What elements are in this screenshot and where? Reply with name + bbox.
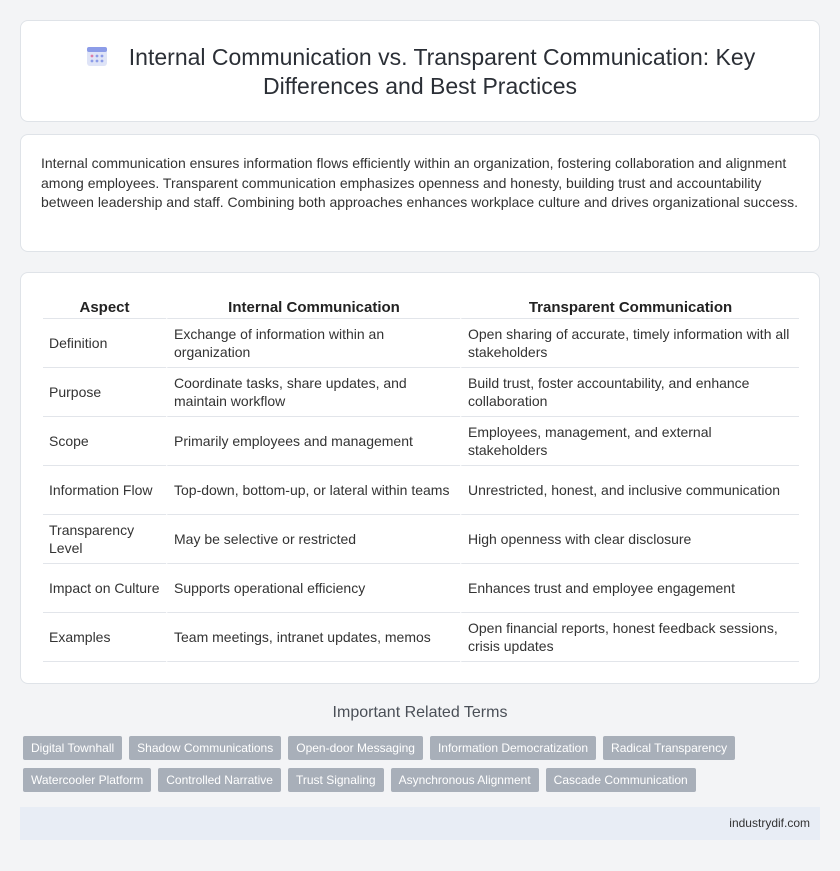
- table-header-row: [43, 295, 799, 319]
- table-row: [43, 515, 799, 564]
- internal-cell: May be selective or restricted: [166, 515, 460, 564]
- tag-controlled-narrative[interactable]: Controlled Narrative: [158, 768, 281, 792]
- header-aspect: Aspect: [43, 295, 166, 319]
- footer: [20, 807, 820, 840]
- intro-text: Internal communication ensures information flows efficiently within an organization, fostering collaboration and alignment among employees. Transparent communication emphasizes openness and honesty, building trust and accountability between leadership and staff. Combining both approaches enhances workplace culture and drives organizational success.: [41, 155, 798, 210]
- tag-watercooler-platform[interactable]: Watercooler Platform: [23, 768, 151, 792]
- internal-cell: Top-down, bottom-up, or lateral within teams: [166, 466, 460, 515]
- aspect-cell: Examples: [43, 613, 166, 662]
- internal-cell: Coordinate tasks, share updates, and maintain workflow: [166, 368, 460, 417]
- transparent-cell: High openness with clear disclosure: [460, 515, 799, 564]
- tag-shadow-communications[interactable]: Shadow Communications: [129, 736, 281, 760]
- aspect-cell: Purpose: [43, 368, 166, 417]
- table-row: [43, 319, 799, 368]
- tag-information-democratization[interactable]: Information Democratization: [430, 736, 596, 760]
- table-row: [43, 613, 799, 662]
- header-internal: Internal Communication: [166, 295, 460, 319]
- transparent-cell: Unrestricted, honest, and inclusive communication: [460, 466, 799, 515]
- tag-digital-townhall[interactable]: Digital Townhall: [23, 736, 122, 760]
- footer-site-link[interactable]: industrydif.com: [729, 816, 810, 830]
- table-row: [43, 466, 799, 515]
- header-transparent: Transparent Communication: [460, 295, 799, 319]
- internal-cell: Supports operational efficiency: [166, 564, 460, 613]
- internal-cell: Primarily employees and management: [166, 417, 460, 466]
- aspect-cell: Information Flow: [43, 466, 166, 515]
- title-card: [20, 20, 820, 122]
- internal-cell: Team meetings, intranet updates, memos: [166, 613, 460, 662]
- tag-asynchronous-alignment[interactable]: Asynchronous Alignment: [391, 768, 539, 792]
- transparent-cell: Employees, management, and external stakeholders: [460, 417, 799, 466]
- transparent-cell: Open financial reports, honest feedback sessions, crisis updates: [460, 613, 799, 662]
- aspect-cell: Transparency Level: [43, 515, 166, 564]
- tag-radical-transparency[interactable]: Radical Transparency: [603, 736, 735, 760]
- table-row: [43, 417, 799, 466]
- comparison-table: [43, 295, 799, 662]
- calendar-grid-icon: [85, 44, 109, 68]
- transparent-cell: Build trust, foster accountability, and enhance collaboration: [460, 368, 799, 417]
- tag-cascade-communication[interactable]: Cascade Communication: [546, 768, 696, 792]
- comparison-table-card: [20, 272, 820, 684]
- related-terms-tags: [23, 736, 823, 792]
- page-title: Internal Communication vs. Transparent Communication: Key Differences and Best Practices: [128, 44, 756, 99]
- table-row: [43, 564, 799, 613]
- intro-card: [20, 134, 820, 252]
- aspect-cell: Impact on Culture: [43, 564, 166, 613]
- internal-cell: Exchange of information within an organization: [166, 319, 460, 368]
- transparent-cell: Open sharing of accurate, timely information with all stakeholders: [460, 319, 799, 368]
- aspect-cell: Scope: [43, 417, 166, 466]
- tag-open-door-messaging[interactable]: Open-door Messaging: [288, 736, 423, 760]
- aspect-cell: Definition: [43, 319, 166, 368]
- related-terms-title: Important Related Terms: [332, 704, 508, 721]
- page-title-wrap: [21, 43, 819, 101]
- transparent-cell: Enhances trust and employee engagement: [460, 564, 799, 613]
- table-row: [43, 368, 799, 417]
- tag-trust-signaling[interactable]: Trust Signaling: [288, 768, 384, 792]
